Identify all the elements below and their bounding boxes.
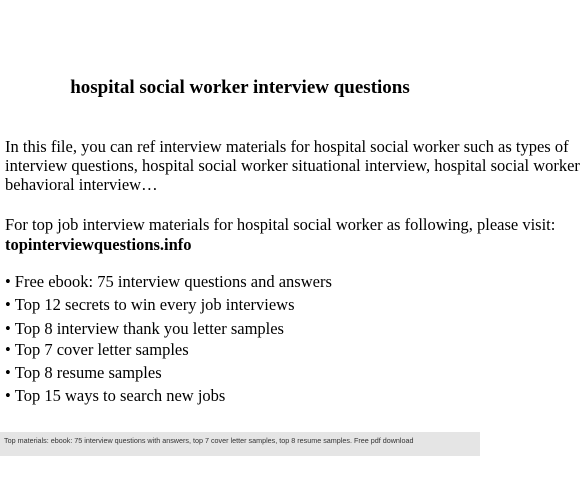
bullet-icon: •: [5, 295, 11, 314]
intro-line: interview questions, hospital social worker situational interview, hospital social worker: [5, 156, 580, 175]
bullet-icon: •: [5, 363, 11, 382]
bullet-icon: •: [5, 340, 11, 359]
list-item: [5, 386, 225, 406]
intro-line: In this file, you can ref interview materials for hospital social worker such as types of: [5, 137, 569, 156]
page-title: hospital social worker interview questions: [70, 76, 410, 98]
bullet-icon: •: [5, 386, 11, 405]
list-item: [5, 272, 332, 292]
list-item: [5, 319, 284, 339]
site-link[interactable]: topinterviewquestions.info: [5, 235, 192, 254]
list-item-text: Top 8 resume samples: [14, 363, 162, 382]
list-item-text: Top 15 ways to search new jobs: [14, 386, 226, 405]
list-item: [5, 295, 295, 315]
visit-paragraph: [5, 215, 556, 255]
visit-text: For top job interview materials for hospital social worker as following, please visit:: [5, 215, 556, 234]
intro-line: behavioral interview…: [5, 175, 158, 194]
bullet-icon: •: [5, 319, 11, 338]
list-item: [5, 340, 189, 360]
list-item-text: Top 8 interview thank you letter samples: [14, 319, 284, 338]
intro-paragraph: [5, 137, 580, 194]
footer-bar: [0, 432, 480, 456]
list-item-text: Free ebook: 75 interview questions and answers: [14, 272, 332, 291]
footer-text: Top materials: ebook: 75 interview questions with answers, top 7 cover letter samples, top 8 resume samples. Free pdf download: [4, 436, 414, 445]
list-item-text: Top 7 cover letter samples: [14, 340, 189, 359]
list-item-text: Top 12 secrets to win every job interviews: [14, 295, 295, 314]
bullet-icon: •: [5, 272, 11, 291]
list-item: [5, 363, 162, 383]
